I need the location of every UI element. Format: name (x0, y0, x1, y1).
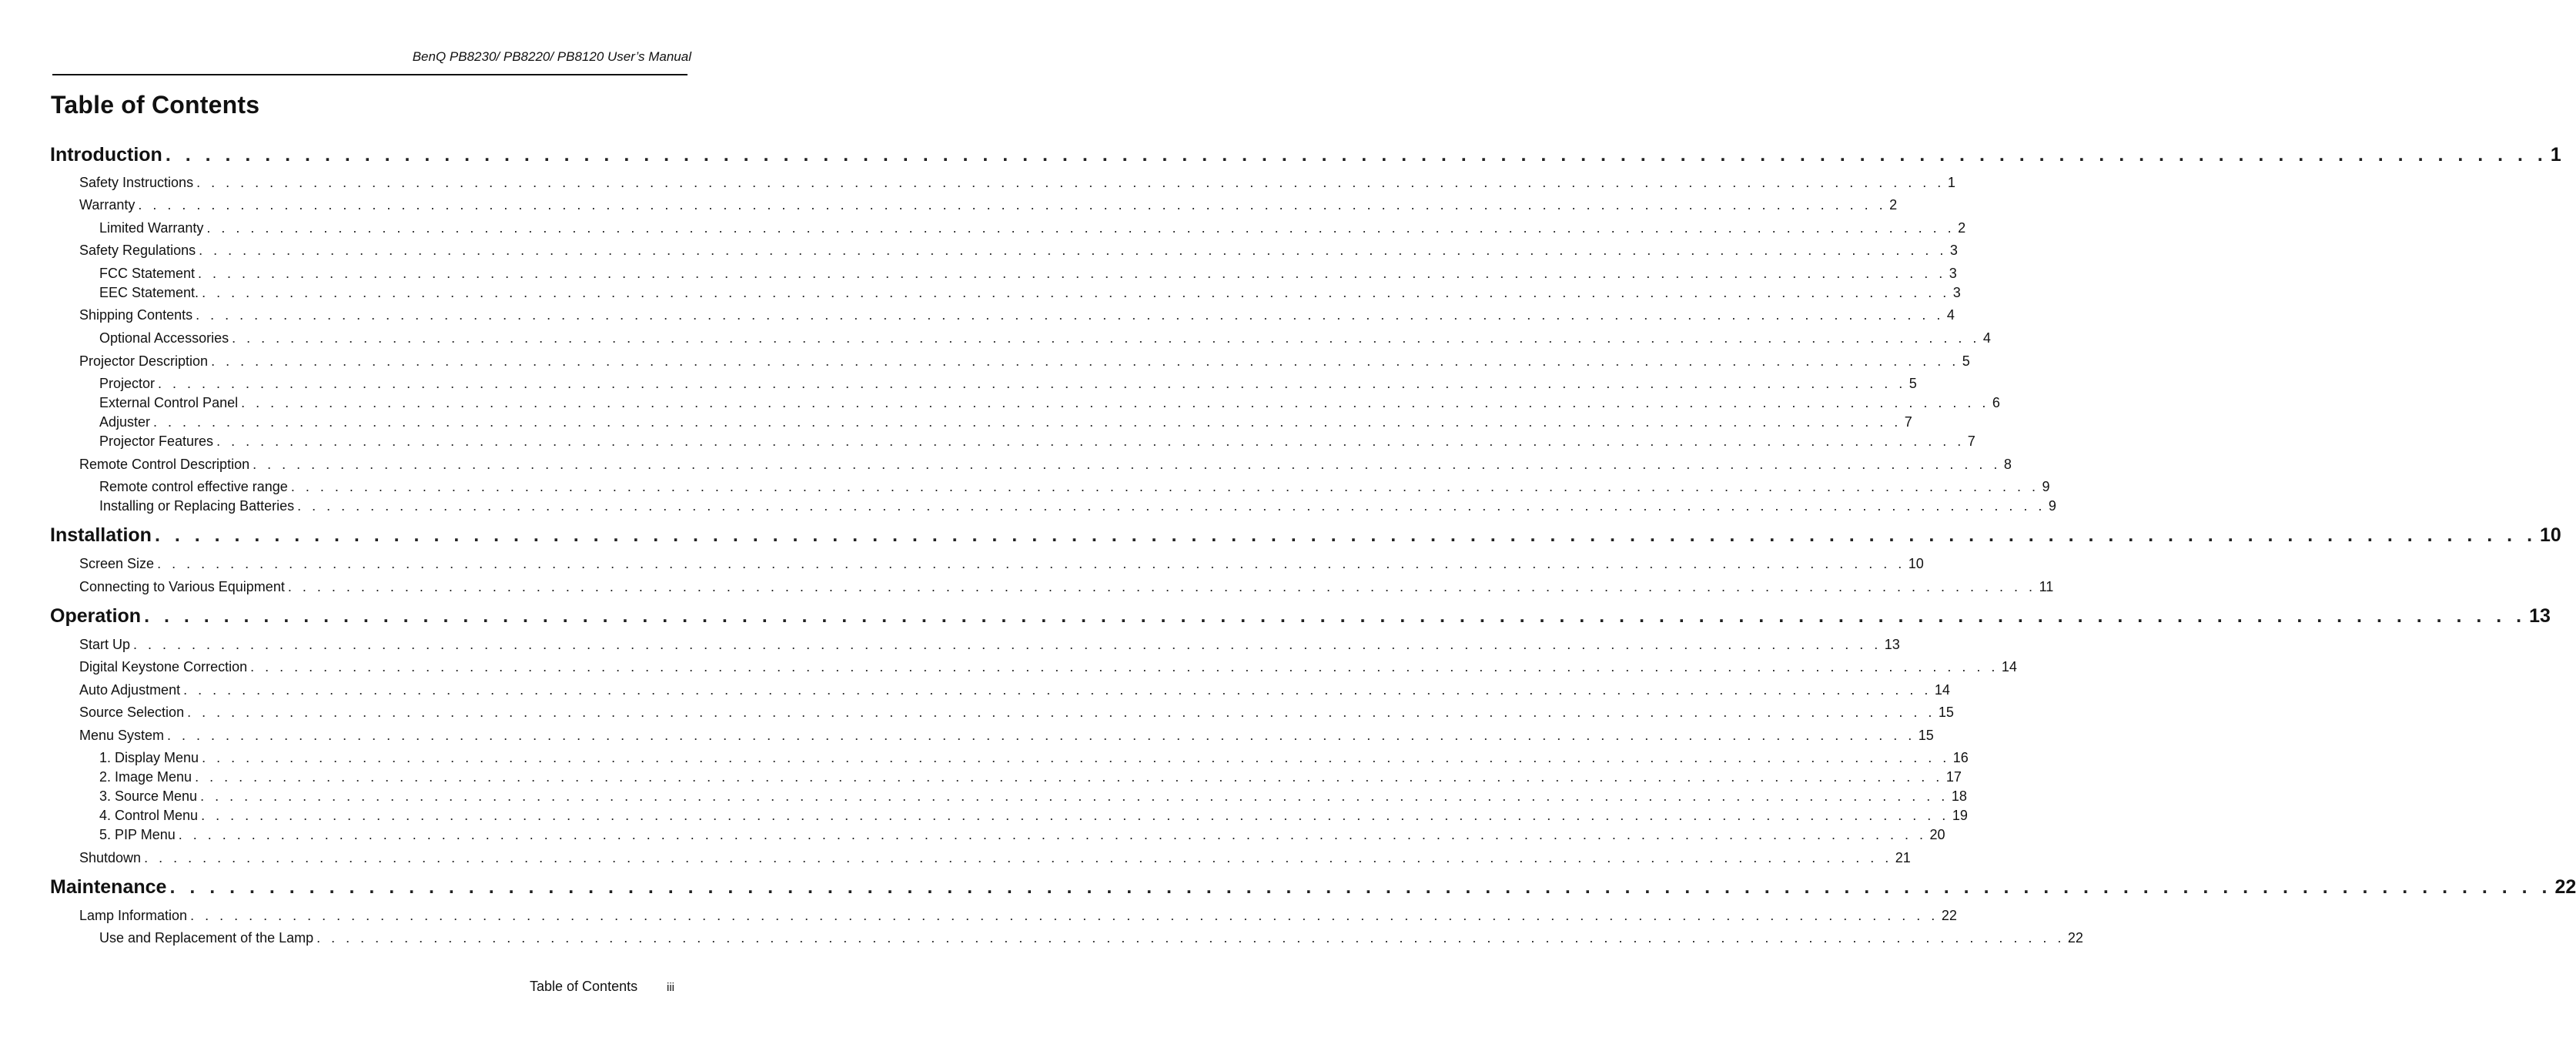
toc-section[interactable] (79, 637, 1900, 653)
dot-leader: . . . . . . . . . . . . . . . . . . . . . . . . . . . . . . . . . . . . . . . . . . . . . . . . . . . . . . . . . . . . . . . . . . . . . . . . . . . . . . . . . . . . . . . . . . . . . . . . . . . . . . . . . . . . . . . . . . . . . . . . (196, 307, 1944, 323)
toc-subsection[interactable] (99, 395, 2000, 411)
dot-leader: . . . . . . . . . . . . . . . . . . . . . . . . . . . . . . . . . . . . . . . . . . . . . . . . . . . . . . . . . . . . . . . . . . . . . . . . . . . . . . . . . . . . . . . . . . . . . . . . . . . . . . . . . . . . . . . . . . . . . . . . (157, 556, 1905, 571)
toc-section[interactable] (79, 659, 2017, 675)
toc-entry-title: Use and Replacement of the Lamp (99, 930, 314, 946)
toc-section[interactable] (79, 457, 2012, 473)
dot-leader: . . . . . . . . . . . . . . . . . . . . . . . . . . . . . . . . . . . . . . . . . . . . . . . . . . . . . . . . . . . . . . . . . . . . . . . . . . . . . . . . . . . . . . . . . . . . . . . . . . . . . . . . . . . . . . . . . . . . . . . . (138, 197, 1887, 213)
toc-entry-page: 18 (1951, 788, 1967, 804)
toc-section[interactable] (79, 682, 1950, 698)
toc-section[interactable] (79, 197, 1898, 213)
dot-leader: . . . . . . . . . . . . . . . . . . . . . . . . . . . . . . . . . . . . . . . . . . . . . . . . . . . . . . . . . . . . . . . . . . . . . . . . . . . . . . . . . . . . . . . . . . . . . . . . . . . . . . . . . . . . . . . . . . . . . . . . (187, 705, 1935, 720)
dot-leader: . . . . . . . . . . . . . . . . . . . . . . . . . . . . . . . . . . . . . . . . . . . . . . . . . . . . . . . . . . . . . . . . . . . . . . . . . . . . . . . . . . . . . . . . . . . . . . . . . . . . . . . . . . . . . . . . . . . . . . . . (183, 682, 1932, 698)
toc-entry-title: Introduction (50, 144, 162, 166)
toc-entry-title: Installing or Replacing Batteries (99, 498, 295, 514)
dot-leader: . . . . . . . . . . . . . . . . . . . . . . . . . . . . . . . . . . . . . . . . . . . . . . . . . . . . . . . . . . . . . . . . . . . . . . . . . . . . . . . . . . . . . . . . . . . . . . . . . . . . . . . . . . . . . . . . . . . . . . . . (154, 524, 2538, 546)
toc-entry-title: Projector (99, 376, 156, 391)
dot-leader: . . . . . . . . . . . . . . . . . . . . . . . . . . . . . . . . . . . . . . . . . . . . . . . . . . . . . . . . . . . . . . . . . . . . . . . . . . . . . . . . . . . . . . . . . . . . . . . . . . . . . . . . . . . . . . . . . . . . . . . . (195, 769, 1943, 785)
dot-leader: . . . . . . . . . . . . . . . . . . . . . . . . . . . . . . . . . . . . . . . . . . . . . . . . . . . . . . . . . . . . . . . . . . . . . . . . . . . . . . . . . . . . . . . . . . . . . . . . . . . . . . . . . . . . . . . . . . . . . . . . (198, 266, 1946, 281)
toc-entry-page: 2 (1889, 197, 1898, 213)
dot-leader: . . . . . . . . . . . . . . . . . . . . . . . . . . . . . . . . . . . . . . . . . . . . . . . . . . . . . . . . . . . . . . . . . . . . . . . . . . . . . . . . . . . . . . . . . . . . . . . . . . . . . . . . . . . . . . . . . . . . . . . . (201, 808, 1949, 823)
toc-entry-page: 3 (1952, 285, 1961, 300)
toc-entry-title: Menu System (79, 728, 165, 743)
toc-entry-page: 13 (1884, 637, 1900, 652)
toc-subsection[interactable] (99, 285, 1961, 301)
toc-entry-page: 8 (2003, 457, 2012, 472)
dot-leader: . . . . . . . . . . . . . . . . . . . . . . . . . . . . . . . . . . . . . . . . . . . . . . . . . . . . . . . . . . . . . . . . . . . . . . . . . . . . . . . . . . . . . . . . . . . . . . . . . . . . . . . . . . . . . . . . . . . . . . . . (199, 243, 1947, 258)
toc-subsection[interactable] (99, 808, 1968, 824)
toc-entry-page: 3 (1949, 243, 1958, 258)
toc-entry-page: 19 (1952, 808, 1968, 823)
toc-entry-page: 14 (1934, 682, 1950, 698)
toc-entry-title: External Control Panel (99, 395, 239, 410)
toc-entry-title: Source Selection (79, 705, 185, 720)
toc-entry-title: Screen Size (79, 556, 155, 571)
toc-entry-page: 5 (1909, 376, 1917, 391)
toc-entry-title: Auto Adjustment (79, 682, 181, 698)
dot-leader: . . . . . . . . . . . . . . . . . . . . . . . . . . . . . . . . . . . . . . . . . . . . . . . . . . . . . . . . . . . . . . . . . . . . . . . . . . . . . . . . . . . . . . . . . . . . . . . . . . . . . . . . . . . . . . . . . . . . . . . . (290, 479, 2039, 494)
toc-entry-page: 9 (2048, 498, 2056, 514)
toc-entry-title: Maintenance (50, 876, 167, 898)
toc-subsection[interactable] (99, 266, 1957, 282)
toc-entry-page: 17 (1945, 769, 1962, 785)
toc-entry-title: Limited Warranty (99, 220, 204, 236)
toc-entry-title: Operation (50, 605, 142, 627)
toc-section[interactable] (79, 850, 1911, 866)
toc-entry-page: 7 (1967, 433, 1975, 449)
toc-section[interactable] (79, 175, 1955, 191)
toc-entry-title: Remote control effective range (99, 479, 288, 494)
toc-subsection[interactable] (99, 930, 2083, 946)
page-title: Table of Contents (51, 91, 260, 119)
dot-leader: . . . . . . . . . . . . . . . . . . . . . . . . . . . . . . . . . . . . . . . . . . . . . . . . . . . . . . . . . . . . . . . . . . . . . . . . . . . . . . . . . . . . . . . . . . . . . . . . . . . . . . . . . . . . . . . . . . . . . . . . (250, 659, 1999, 674)
toc-entry-title: FCC Statement (99, 266, 196, 281)
toc-subsection[interactable] (99, 750, 1969, 766)
toc-entry-title: Optional Accessories (99, 330, 229, 346)
dot-leader: . . . . . . . . . . . . . . . . . . . . . . . . . . . . . . . . . . . . . . . . . . . . . . . . . . . . . . . . . . . . . . . . . . . . . . . . . . . . . . . . . . . . . . . . . . . . . . . . . . . . . . . . . . . . . . . . . . . . . . . . (202, 285, 1950, 300)
toc-subsection[interactable] (99, 330, 1991, 346)
dot-leader: . . . . . . . . . . . . . . . . . . . . . . . . . . . . . . . . . . . . . . . . . . . . . . . . . . . . . . . . . . . . . . . . . . . . . . . . . . . . . . . . . . . . . . . . . . . . . . . . . . . . . . . . . . . . . . . . . . . . . . . . (241, 395, 1989, 410)
toc-entry-title: Shutdown (79, 850, 142, 865)
toc-section[interactable] (79, 908, 1957, 924)
toc-section[interactable] (79, 556, 1924, 572)
toc-entry-title: 4. Control Menu (99, 808, 199, 823)
toc-subsection[interactable] (99, 220, 1966, 236)
toc-subsection[interactable] (99, 376, 1917, 392)
toc-entry-title: Projector Features (99, 433, 214, 449)
toc-section[interactable] (79, 353, 1970, 370)
dot-leader: . . . . . . . . . . . . . . . . . . . . . . . . . . . . . . . . . . . . . . . . . . . . . . . . . . . . . . . . . . . . . . . . . . . . . . . . . . . . . . . . . . . . . . . . . . . . . . . . . . . . . . . . . . . . . . . . . . . . . . . . (144, 850, 1892, 865)
toc-entry-title: 3. Source Menu (99, 788, 198, 804)
toc-entry-page: 20 (1929, 827, 1945, 842)
toc-subsection[interactable] (99, 769, 1962, 785)
toc-entry-page: 9 (2042, 479, 2050, 494)
toc-entry-page: 14 (2001, 659, 2017, 674)
dot-leader: . . . . . . . . . . . . . . . . . . . . . . . . . . . . . . . . . . . . . . . . . . . . . . . . . . . . . . . . . . . . . . . . . . . . . . . . . . . . . . . . . . . . . . . . . . . . . . . . . . . . . . . . . . . . . . . . . . . . . . . . (165, 144, 2548, 166)
toc-subsection[interactable] (99, 788, 1967, 805)
toc-entry-page: 3 (1949, 266, 1957, 281)
toc-entry-title: Installation (50, 524, 152, 546)
dot-leader: . . . . . . . . . . . . . . . . . . . . . . . . . . . . . . . . . . . . . . . . . . . . . . . . . . . . . . . . . . . . . . . . . . . . . . . . . . . . . . . . . . . . . . . . . . . . . . . . . . . . . . . . . . . . . . . . . . . . . . . . (190, 908, 1939, 923)
toc-entry-page: 1 (2550, 144, 2561, 166)
toc-subsection[interactable] (99, 827, 1945, 843)
toc-entry-page: 21 (1895, 850, 1911, 865)
toc-section[interactable] (79, 705, 1954, 721)
dot-leader: . . . . . . . . . . . . . . . . . . . . . . . . . . . . . . . . . . . . . . . . . . . . . . . . . . . . . . . . . . . . . . . . . . . . . . . . . . . . . . . . . . . . . . . . . . . . . . . . . . . . . . . . . . . . . . . . . . . . . . . . (211, 353, 1959, 369)
toc-entry-page: 22 (2067, 930, 2083, 946)
dot-leader: . . . . . . . . . . . . . . . . . . . . . . . . . . . . . . . . . . . . . . . . . . . . . . . . . . . . . . . . . . . . . . . . . . . . . . . . . . . . . . . . . . . . . . . . . . . . . . . . . . . . . . . . . . . . . . . . . . . . . . . . (316, 930, 2065, 946)
toc-entry-title: Lamp Information (79, 908, 188, 923)
toc-entry-title: EEC Statement. (99, 285, 199, 300)
toc-entry-page: 4 (1982, 330, 1991, 346)
toc-subsection[interactable] (99, 498, 2056, 514)
dot-leader: . . . . . . . . . . . . . . . . . . . . . . . . . . . . . . . . . . . . . . . . . . . . . . . . . . . . . . . . . . . . . . . . . . . . . . . . . . . . . . . . . . . . . . . . . . . . . . . . . . . . . . . . . . . . . . . . . . . . . . . . (158, 376, 1906, 391)
toc-entry-title: Remote Control Description (79, 457, 250, 472)
toc-entry-page: 7 (1904, 414, 1912, 430)
toc-section[interactable] (79, 579, 2054, 595)
toc-entry-page: 22 (1941, 908, 1957, 923)
dot-leader: . . . . . . . . . . . . . . . . . . . . . . . . . . . . . . . . . . . . . . . . . . . . . . . . . . . . . . . . . . . . . . . . . . . . . . . . . . . . . . . . . . . . . . . . . . . . . . . . . . . . . . . . . . . . . . . . . . . . . . . . (200, 788, 1949, 804)
toc-entry-title: 5. PIP Menu (99, 827, 176, 842)
toc-section[interactable] (79, 307, 1955, 323)
toc-chapter[interactable] (50, 144, 2561, 166)
toc-entry-page: 15 (1938, 705, 1954, 720)
dot-leader: . . . . . . . . . . . . . . . . . . . . . . . . . . . . . . . . . . . . . . . . . . . . . . . . . . . . . . . . . . . . . . . . . . . . . . . . . . . . . . . . . . . . . . . . . . . . . . . . . . . . . . . . . . . . . . . . . . . . . . . . (167, 728, 1915, 743)
toc-entry-page: 2 (1958, 220, 1966, 236)
toc-section[interactable] (79, 728, 1934, 744)
toc-entry-title: Safety Regulations (79, 243, 196, 258)
dot-leader: . . . . . . . . . . . . . . . . . . . . . . . . . . . . . . . . . . . . . . . . . . . . . . . . . . . . . . . . . . . . . . . . . . . . . . . . . . . . . . . . . . . . . . . . . . . . . . . . . . . . . . . . . . . . . . . . . . . . . . . . (206, 220, 1955, 236)
dot-leader: . . . . . . . . . . . . . . . . . . . . . . . . . . . . . . . . . . . . . . . . . . . . . . . . . . . . . . . . . . . . . . . . . . . . . . . . . . . . . . . . . . . . . . . . . . . . . . . . . . . . . . . . . . . . . . . . . . . . . . . . (178, 827, 1927, 842)
toc-section[interactable] (79, 243, 1958, 259)
toc-subsection[interactable] (99, 479, 2050, 495)
toc-entry-title: Digital Keystone Correction (79, 659, 248, 674)
dot-leader: . . . . . . . . . . . . . . . . . . . . . . . . . . . . . . . . . . . . . . . . . . . . . . . . . . . . . . . . . . . . . . . . . . . . . . . . . . . . . . . . . . . . . . . . . . . . . . . . . . . . . . . . . . . . . . . . . . . . . . . . (216, 433, 1965, 449)
dot-leader: . . . . . . . . . . . . . . . . . . . . . . . . . . . . . . . . . . . . . . . . . . . . . . . . . . . . . . . . . . . . . . . . . . . . . . . . . . . . . . . . . . . . . . . . . . . . . . . . . . . . . . . . . . . . . . . . . . . . . . . . (133, 637, 1882, 652)
toc-entry-page: 22 (2554, 876, 2576, 898)
toc-entry-title: Connecting to Various Equipment (79, 579, 285, 594)
dot-leader: . . . . . . . . . . . . . . . . . . . . . . . . . . . . . . . . . . . . . . . . . . . . . . . . . . . . . . . . . . . . . . . . . . . . . . . . . . . . . . . . . . . . . . . . . . . . . . . . . . . . . . . . . . . . . . . . . . . . . . . . (196, 175, 1945, 190)
dot-leader: . . . . . . . . . . . . . . . . . . . . . . . . . . . . . . . . . . . . . . . . . . . . . . . . . . . . . . . . . . . . . . . . . . . . . . . . . . . . . . . . . . . . . . . . . . . . . . . . . . . . . . . . . . . . . . . . . . . . . . . . (232, 330, 1980, 346)
toc-entry-title: 1. Display Menu (99, 750, 199, 765)
toc-subsection[interactable] (99, 414, 1912, 430)
dot-leader: . . . . . . . . . . . . . . . . . . . . . . . . . . . . . . . . . . . . . . . . . . . . . . . . . . . . . . . . . . . . . . . . . . . . . . . . . . . . . . . . . . . . . . . . . . . . . . . . . . . . . . . . . . . . . . . . . . . . . . . . (153, 414, 1902, 430)
footer-section-label: Table of Contents (530, 979, 638, 994)
toc-chapter[interactable] (50, 876, 2576, 899)
manual-title: BenQ PB8230/ PB8220/ PB8120 User’s Manual (412, 49, 691, 64)
toc-entry-page: 1 (1947, 175, 1955, 190)
dot-leader: . . . . . . . . . . . . . . . . . . . . . . . . . . . . . . . . . . . . . . . . . . . . . . . . . . . . . . . . . . . . . . . . . . . . . . . . . . . . . . . . . . . . . . . . . . . . . . . . . . . . . . . . . . . . . . . . . . . . . . . . (169, 876, 2552, 898)
toc-entry-page: 10 (1908, 556, 1924, 571)
toc-entry-title: Shipping Contents (79, 307, 193, 323)
dot-leader: . . . . . . . . . . . . . . . . . . . . . . . . . . . . . . . . . . . . . . . . . . . . . . . . . . . . . . . . . . . . . . . . . . . . . . . . . . . . . . . . . . . . . . . . . . . . . . . . . . . . . . . . . . . . . . . . . . . . . . . . (144, 605, 2527, 627)
toc-entry-page: 6 (1992, 395, 2000, 410)
toc-entry-title: Adjuster (99, 414, 151, 430)
toc-entry-title: Projector Description (79, 353, 209, 369)
toc-entry-title: Warranty (79, 197, 135, 213)
toc-entry-title: Start Up (79, 637, 131, 652)
toc-entry-title: 2. Image Menu (99, 769, 192, 785)
toc-entry-page: 4 (1946, 307, 1955, 323)
toc-entry-page: 10 (2540, 524, 2561, 546)
toc-entry-page: 11 (2039, 579, 2054, 594)
toc-chapter[interactable] (50, 524, 2561, 547)
toc-entry-page: 5 (1962, 353, 1970, 369)
toc-entry-page: 15 (1918, 728, 1934, 743)
toc-entry-page: 13 (2529, 605, 2551, 627)
toc-entry-page: 16 (1952, 750, 1969, 765)
toc-entry-title: Safety Instructions (79, 175, 194, 190)
toc-subsection[interactable] (99, 433, 1975, 450)
footer-page-number: iii (667, 981, 674, 994)
toc-chapter[interactable] (50, 605, 2551, 628)
dot-leader: . . . . . . . . . . . . . . . . . . . . . . . . . . . . . . . . . . . . . . . . . . . . . . . . . . . . . . . . . . . . . . . . . . . . . . . . . . . . . . . . . . . . . . . . . . . . . . . . . . . . . . . . . . . . . . . . . . . . . . . . (297, 498, 2046, 514)
dot-leader: . . . . . . . . . . . . . . . . . . . . . . . . . . . . . . . . . . . . . . . . . . . . . . . . . . . . . . . . . . . . . . . . . . . . . . . . . . . . . . . . . . . . . . . . . . . . . . . . . . . . . . . . . . . . . . . . . . . . . . . . (253, 457, 2001, 472)
dot-leader: . . . . . . . . . . . . . . . . . . . . . . . . . . . . . . . . . . . . . . . . . . . . . . . . . . . . . . . . . . . . . . . . . . . . . . . . . . . . . . . . . . . . . . . . . . . . . . . . . . . . . . . . . . . . . . . . . . . . . . . . (202, 750, 1950, 765)
dot-leader: . . . . . . . . . . . . . . . . . . . . . . . . . . . . . . . . . . . . . . . . . . . . . . . . . . . . . . . . . . . . . . . . . . . . . . . . . . . . . . . . . . . . . . . . . . . . . . . . . . . . . . . . . . . . . . . . . . . . . . . . (287, 579, 2036, 594)
